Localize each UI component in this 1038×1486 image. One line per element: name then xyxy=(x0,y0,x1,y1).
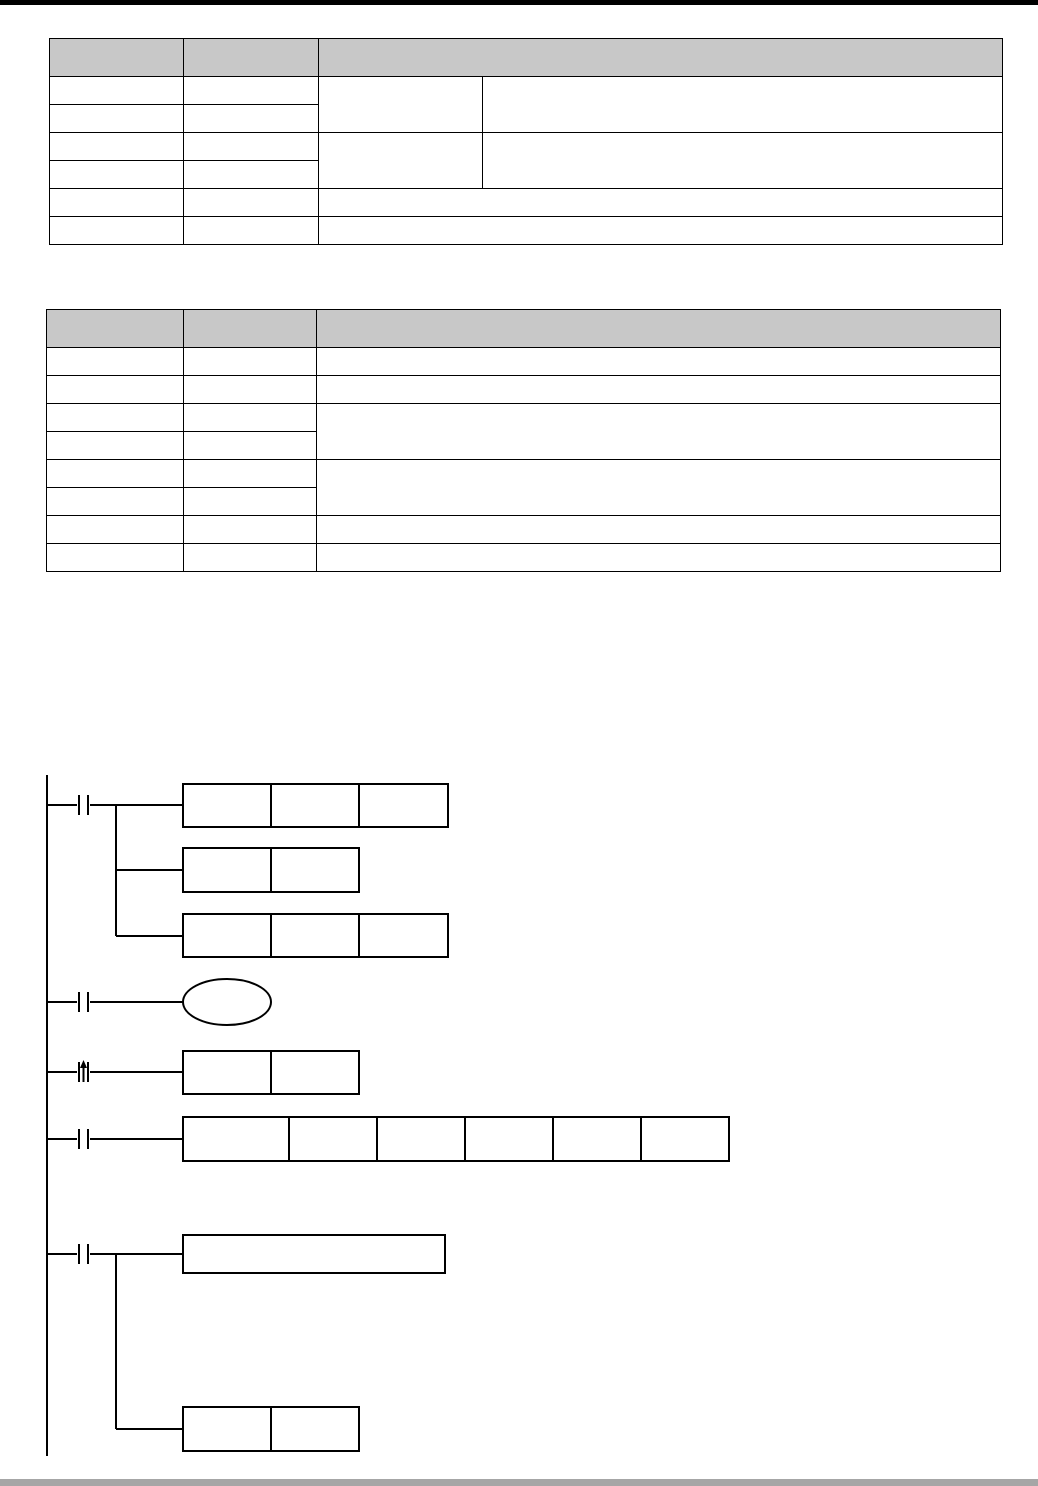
rung-2 xyxy=(47,979,271,1025)
table-cell xyxy=(184,189,319,217)
table-cell xyxy=(184,404,317,432)
instruction-box xyxy=(183,1117,729,1161)
table-cell xyxy=(50,105,184,133)
header-cell xyxy=(47,310,184,348)
table-cell xyxy=(184,460,317,488)
normally-open-contact-icon xyxy=(79,992,88,1012)
table-cell xyxy=(50,189,184,217)
parameter-table-a xyxy=(49,38,1003,245)
rising-edge-contact-icon xyxy=(79,1060,88,1082)
table-header-row xyxy=(50,39,1003,77)
table-header-row xyxy=(47,310,1001,348)
table-cell xyxy=(50,77,184,105)
normally-open-contact-icon xyxy=(79,1244,88,1264)
table-cell xyxy=(184,348,317,376)
table-cell xyxy=(47,516,184,544)
table-cell xyxy=(50,217,184,245)
table-cell xyxy=(184,432,317,460)
instruction-box xyxy=(183,1407,359,1451)
header-cell xyxy=(50,39,184,77)
output-coil xyxy=(183,979,271,1025)
ladder-diagram xyxy=(0,770,1038,1470)
table-cell xyxy=(184,77,319,105)
table-cell xyxy=(184,105,319,133)
table-cell xyxy=(47,404,184,432)
header-cell xyxy=(184,39,319,77)
table-row xyxy=(50,189,1003,217)
table-cell xyxy=(47,544,184,572)
table-cell xyxy=(483,77,1003,133)
instruction-box xyxy=(183,914,448,957)
rung-5 xyxy=(47,1235,445,1451)
table-cell xyxy=(47,488,184,516)
table-cell xyxy=(319,189,1003,217)
table-cell xyxy=(47,460,184,488)
table-cell xyxy=(184,161,319,189)
table-cell xyxy=(184,217,319,245)
table-cell xyxy=(319,133,483,189)
table-cell xyxy=(317,516,1001,544)
table-row xyxy=(47,376,1001,404)
table-cell xyxy=(50,161,184,189)
parameter-table-b xyxy=(46,309,1001,572)
table-cell xyxy=(317,544,1001,572)
table-cell xyxy=(184,488,317,516)
rung-1 xyxy=(47,784,448,957)
table-cell xyxy=(317,376,1001,404)
table-cell xyxy=(317,348,1001,376)
instruction-box xyxy=(183,848,359,892)
table-cell xyxy=(319,217,1003,245)
table-row xyxy=(50,77,1003,105)
header-cell xyxy=(319,39,1003,77)
table-cell xyxy=(184,133,319,161)
table-row xyxy=(50,133,1003,161)
table-cell xyxy=(47,348,184,376)
table-cell xyxy=(317,404,1001,460)
instruction-box xyxy=(183,1051,359,1094)
top-rule xyxy=(0,0,1038,5)
table-row xyxy=(50,217,1003,245)
table-cell xyxy=(184,376,317,404)
table-row xyxy=(47,544,1001,572)
table-cell xyxy=(47,376,184,404)
normally-open-contact-icon xyxy=(79,795,88,815)
table-row xyxy=(47,404,1001,432)
instruction-box xyxy=(183,784,448,827)
rung-3 xyxy=(47,1051,359,1094)
header-cell xyxy=(317,310,1001,348)
table-cell xyxy=(483,133,1003,189)
table-cell xyxy=(317,460,1001,516)
table-row xyxy=(47,460,1001,488)
header-cell xyxy=(184,310,317,348)
table-cell xyxy=(184,544,317,572)
normally-open-contact-icon xyxy=(79,1129,88,1149)
table-cell xyxy=(50,133,184,161)
bottom-rule xyxy=(0,1479,1038,1486)
table-cell xyxy=(47,432,184,460)
rung-4 xyxy=(47,1117,729,1161)
table-cell xyxy=(184,516,317,544)
table-row xyxy=(47,348,1001,376)
instruction-box xyxy=(183,1235,445,1273)
table-row xyxy=(47,516,1001,544)
table-cell xyxy=(319,77,483,133)
